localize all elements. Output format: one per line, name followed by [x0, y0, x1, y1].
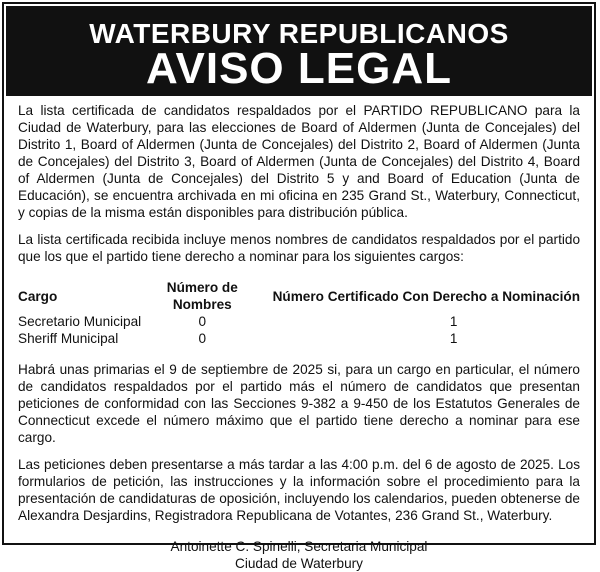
- cell-numero-nombres: 0: [198, 331, 207, 346]
- cell-numero-certificado: 1: [449, 314, 458, 329]
- signature-name: Antoinette C. Spinelli, Secretaria Municipal: [170, 539, 428, 554]
- banner-subtitle: AVISO LEGAL: [146, 44, 452, 93]
- cell-numero-nombres: 0: [198, 314, 207, 329]
- cell-numero-certificado: 1: [449, 331, 458, 346]
- signature-block: [18, 538, 580, 572]
- paragraph-certified-list: La lista certificada de candidatos respaldados por el PARTIDO REPUBLICANO para la Ciudad de Waterbury, para las elecciones de Board of Aldermen (Junta de Concejales) del Distrito 1, Board of Aldermen (Junta de Concejales) del Distrito 2, Board of Aldermen (Junta de Concejales) del Distrito 3, Board of Aldermen (Junta de Concejales) del Distrito 4, Board of Aldermen (Junta de Concejales) del Distrito 5 y and Board of Education (Junta de Educación), se encuentra archivada en mi oficina en 235 Grand St., Waterbury, Connecticut, y copias de la misma están disponibles para distribución pública.: [18, 103, 580, 220]
- header-numero-certificado: Número Certificado Con Derecho a Nominación: [272, 288, 580, 304]
- offices-table: [18, 279, 580, 347]
- paragraph-primary: Habrá unas primarias el 9 de septiembre de 2025 si, para un cargo en particular, el número de candidatos respaldados por el partido más el número de candidatos que presentan peticiones de conformidad con las Secciones 9-382 a 9-450 de los Estatutos Generales de Connecticut excede el número máximo que el partido tiene derecho a nominar para ese cargo.: [18, 362, 580, 445]
- cell-cargo: Secretario Municipal: [18, 314, 142, 329]
- table-header-row: [18, 279, 580, 313]
- legal-notice: [2, 2, 596, 571]
- cell-cargo: Sheriff Municipal: [18, 331, 119, 346]
- signature-org: Ciudad de Waterbury: [235, 556, 363, 571]
- notice-body: [18, 102, 580, 572]
- table-row: [18, 313, 580, 330]
- header-numero-nombres: Número de Nombres: [166, 280, 238, 312]
- paragraph-fewer-names: La lista certificada recibida incluye menos nombres de candidatos respaldados por el partido que los que el partido tiene derecho a nominar para los siguientes cargos:: [18, 232, 580, 264]
- banner-title: WATERBURY REPUBLICANOS: [89, 18, 509, 49]
- table-row: [18, 330, 580, 347]
- paragraph-petitions: Las peticiones deben presentarse a más tardar a las 4:00 p.m. del 6 de agosto de 2025. Los formularios de petición, las instrucciones y la información sobre el procedimiento para la presentación de candidaturas de oposición, incluyendo los calendarios, pueden obtenerse de Alexandra Desjardins, Registradora Republicana de Votantes, 236 Grand St., Waterbury.: [18, 457, 580, 523]
- header-cargo: Cargo: [18, 288, 58, 304]
- notice-banner: [6, 6, 592, 96]
